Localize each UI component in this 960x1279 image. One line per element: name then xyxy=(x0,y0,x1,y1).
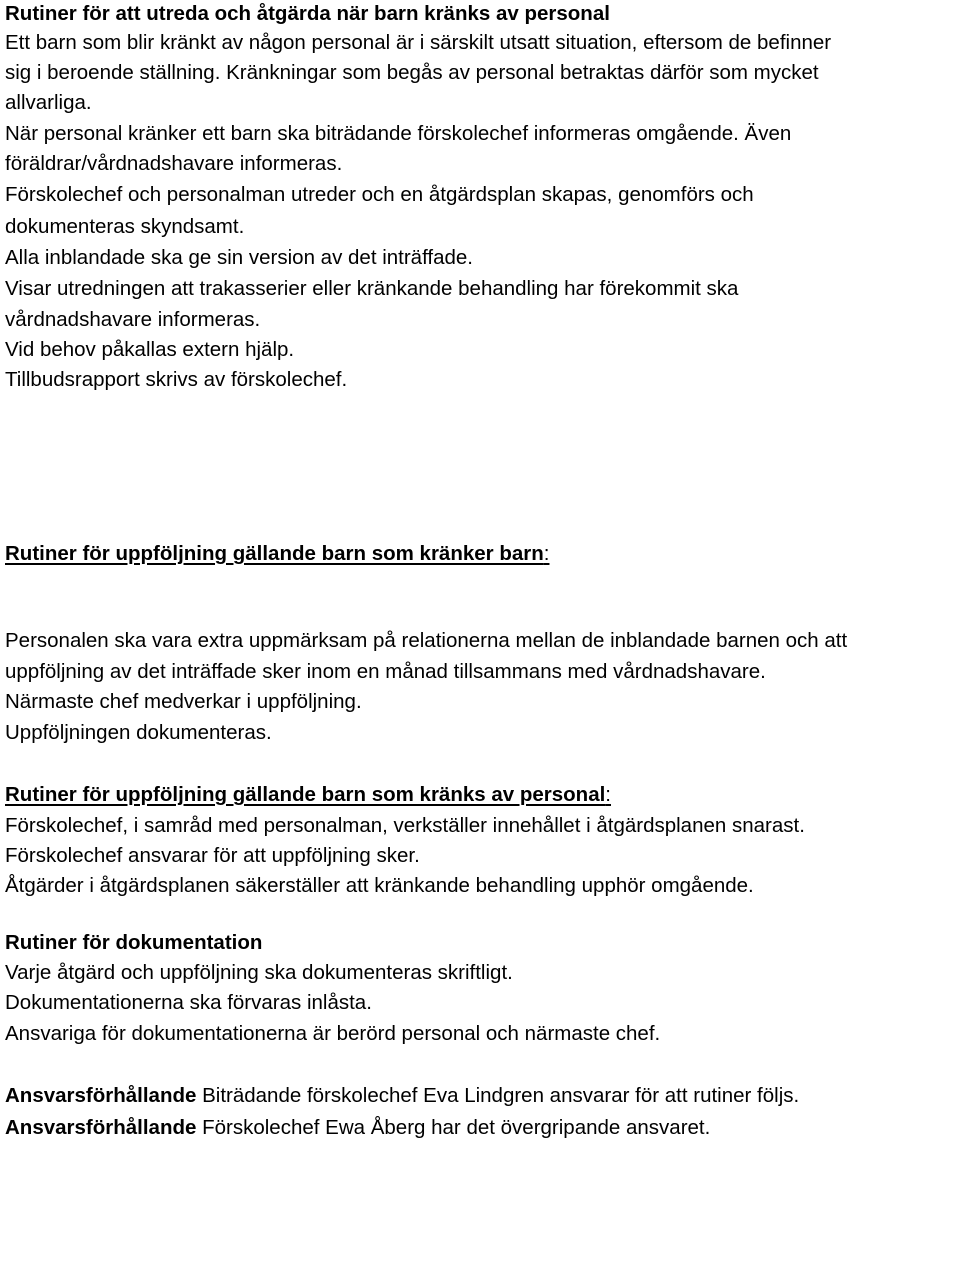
paragraph-line: Personalen ska vara extra uppmärksam på relationerna mellan de inblandade barnen och att xyxy=(5,629,848,652)
responsibility-line xyxy=(5,1081,799,1111)
paragraph-line: Vid behov påkallas extern hjälp. xyxy=(5,338,295,361)
paragraph-line: Tillbudsrapport skrivs av förskolechef. xyxy=(5,368,348,391)
paragraph-line: Förskolechef ansvarar för att uppföljning sker. xyxy=(5,844,420,867)
heading-colon: : xyxy=(605,783,611,806)
paragraph-line: vårdnadshavare informeras. xyxy=(5,308,261,331)
responsibility-text: Biträdande förskolechef Eva Lindgren ansvarar för att rutiner följs. xyxy=(196,1084,800,1107)
paragraph-line: allvarliga. xyxy=(5,91,92,114)
paragraph-line: Varje åtgärd och uppföljning ska dokumenteras skriftligt. xyxy=(5,961,513,984)
responsibility-text: Förskolechef Ewa Åberg har det övergripande ansvaret. xyxy=(196,1116,711,1139)
paragraph-line: Förskolechef, i samråd med personalman, verkställer innehållet i åtgärdsplanen snarast. xyxy=(5,814,805,837)
section-heading-personal-violation: Rutiner för att utreda och åtgärda när barn kränks av personal xyxy=(5,2,610,25)
paragraph-line: Dokumentationerna ska förvaras inlåsta. xyxy=(5,991,372,1014)
heading-colon: : xyxy=(543,542,550,565)
paragraph-line: uppföljning av det inträffade sker inom en månad tillsammans med vårdnadshavare. xyxy=(5,660,766,683)
section-heading-followup-children xyxy=(5,539,549,569)
paragraph-line: Ansvariga för dokumentationerna är berörd personal och närmaste chef. xyxy=(5,1022,661,1045)
paragraph-line: Förskolechef och personalman utreder och en åtgärdsplan skapas, genomförs och xyxy=(5,183,754,206)
section-heading-followup-personal xyxy=(5,780,611,810)
responsibility-label: Ansvarsförhållande xyxy=(5,1084,197,1107)
section-heading-documentation: Rutiner för dokumentation xyxy=(5,931,263,954)
paragraph-line: Alla inblandade ska ge sin version av det inträffade. xyxy=(5,246,474,269)
responsibility-line xyxy=(5,1113,710,1143)
paragraph-line: sig i beroende ställning. Kränkningar som begås av personal betraktas därför som mycket xyxy=(5,61,819,84)
paragraph-line: Åtgärder i åtgärdsplanen säkerställer att kränkande behandling upphör omgående. xyxy=(5,874,754,897)
heading-text: Rutiner för uppföljning gällande barn som kränker barn xyxy=(5,542,544,565)
paragraph-line: Närmaste chef medverkar i uppföljning. xyxy=(5,690,362,713)
paragraph-line: Uppföljningen dokumenteras. xyxy=(5,721,272,744)
paragraph-line: föräldrar/vårdnadshavare informeras. xyxy=(5,152,343,175)
responsibility-label: Ansvarsförhållande xyxy=(5,1116,197,1139)
paragraph-line: När personal kränker ett barn ska biträdande förskolechef informeras omgående. Även xyxy=(5,122,792,145)
paragraph-line: Visar utredningen att trakasserier eller kränkande behandling har förekommit ska xyxy=(5,277,739,300)
heading-text: Rutiner för uppföljning gällande barn som kränks av personal xyxy=(5,783,606,806)
paragraph-line: Ett barn som blir kränkt av någon personal är i särskilt utsatt situation, eftersom de befinner xyxy=(5,31,832,54)
paragraph-line: dokumenteras skyndsamt. xyxy=(5,215,245,238)
